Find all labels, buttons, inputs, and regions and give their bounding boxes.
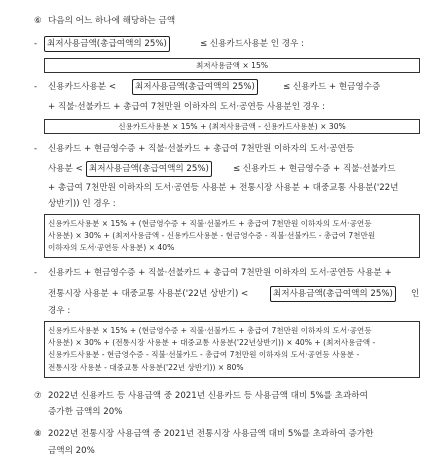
case3-formula-line: 신용카드사용분 × 15% + (현금영수증 + 직불·선불카드 + 총급여 7천만원 이하자의 도서·공연등 <box>48 219 372 228</box>
case1-bullet: - <box>34 39 38 49</box>
case3-formula-line: 사용분) × 30% + (최저사용금액 - 신용카드사용분 - 현금영수증 - 직불·선불카드 - 총급여 7천만원 <box>48 231 376 241</box>
item6-marker: ⑥ <box>34 16 42 26</box>
item7-marker: ⑦ <box>34 391 42 401</box>
case4-bullet: - <box>34 268 38 278</box>
case4-line2-prefix: 전통시장 사용분 + 대중교통 사용분('22년 상반기) < <box>48 289 249 299</box>
case4-line3: 경우 : <box>48 306 71 316</box>
item7-line2: 증가한 금액의 20% <box>48 407 123 417</box>
case3-bullet: - <box>34 144 38 154</box>
item7-line1: 2022년 신용카드 등 사용금액 중 2021년 신용카드 등 사용금액 대비 5%를 초과하여 <box>48 391 368 401</box>
case3-line2-suffix: ≤ 신용카드 + 현금영수증 + 직불·선불카드 <box>233 164 396 174</box>
case2-condition-line1: ≤ 신용카드 + 현금영수증 <box>283 82 381 92</box>
case1-highlight: 최저사용금액(총급여액의 25%) <box>44 36 170 52</box>
case4-line2-suffix: 인 <box>411 289 420 299</box>
case2-formula-box <box>44 119 420 134</box>
item8-line1: 2022년 전통시장 사용금액 중 2021년 전통시장 사용금액 대비 5%를 초과하여 증가한 <box>48 429 374 439</box>
item8-marker: ⑧ <box>34 429 42 439</box>
case4-formula-line: 신용카드사용분 × 15% + (현금영수증 + 직불·선불카드 + 총급여 7천만원 이하자의 도서·공연등 <box>48 326 372 335</box>
item6-title: 다음의 어느 하나에 해당하는 금액 <box>48 16 176 26</box>
case3-highlight: 최저사용금액(총급여액의 25%) <box>86 161 212 177</box>
case4-formula-box <box>44 321 420 378</box>
case4-formula-line: 신용카드사용분 - 현금영수증 - 직불·선불카드 - 총급여 7천만원 이하자의 도서·공연등 사용분 - <box>48 350 360 360</box>
case4-formula-line: 전통시장 사용분 - 대중교통 사용분('22년 상반기)) × 80% <box>48 362 244 372</box>
case3-formula-box <box>44 214 420 258</box>
case4-line1: 신용카드 + 현금영수증 + 직불·선불카드 + 총급여 7천만원 이하자의 도서·공연등 사용분 + <box>48 268 392 278</box>
case3-line3: + 총급여 7천만원 이하자의 도서·공연등 사용분 + 전통시장 사용분 + 대중교통 사용분('22년 <box>48 183 399 193</box>
case4-highlight: 최저사용금액(총급여액의 25%) <box>270 286 396 302</box>
item8-line2: 금액의 20% <box>48 446 95 456</box>
case2-condition-line2: + 직불·선불카드 + 총급여 7천만원 이하자의 도서·공연등 사용분인 경우 : <box>48 102 325 112</box>
case1-formula-box <box>44 58 420 73</box>
case2-highlight: 최저사용금액(총급여액의 25%) <box>132 79 258 95</box>
case3-line2-prefix: 사용분 < <box>48 164 83 174</box>
case1-condition: ≤ 신용카드사용분 인 경우 : <box>200 39 305 49</box>
case1-formula: 최저사용금액 × 15% <box>195 61 269 70</box>
case4-formula-line: 사용분) × 30% + (전통시장 사용분 + 대중교통 사용분('22년상반기)) × 40% + (최저사용금액 - <box>48 338 376 348</box>
case2-formula: 신용카드사용분 × 15% + (최저사용금액 - 신용카드사용분) × 30% <box>118 122 346 131</box>
case2-bullet: - <box>34 82 38 92</box>
case3-line1: 신용카드 + 현금영수증 + 직불·선불카드 + 총급여 7천만원 이하자의 도서·공연등 <box>48 144 355 154</box>
case2-prefix: 신용카드사용분 < <box>48 82 117 92</box>
case3-line4: 상반기)) 인 경우 : <box>48 199 116 209</box>
case3-formula-line: 이하자의 도서·공연등 사용분) × 40% <box>48 243 175 253</box>
